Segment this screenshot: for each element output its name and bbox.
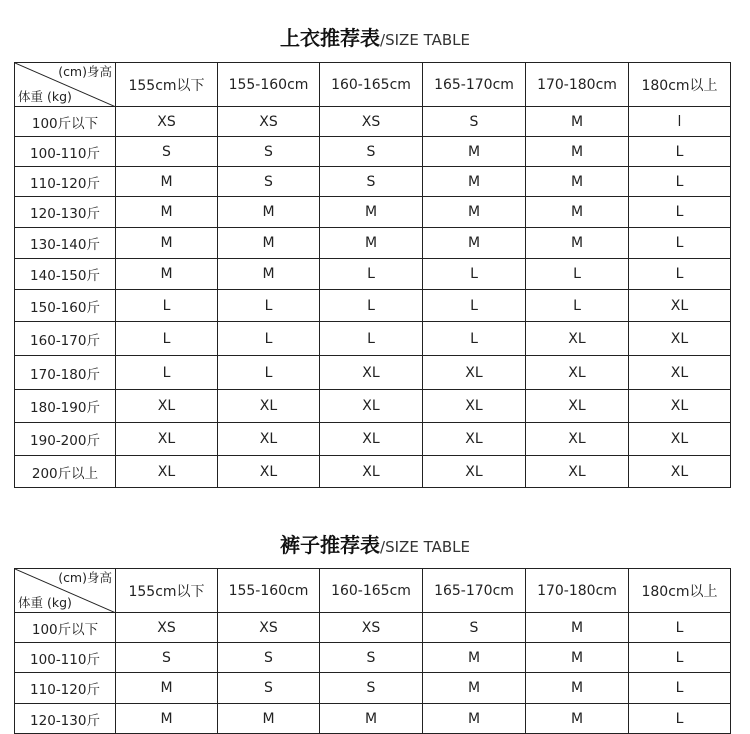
size-cell: L [526, 290, 629, 322]
size-cell: XS [218, 613, 320, 643]
size-cell: S [218, 137, 320, 167]
size-cell: XL [526, 356, 629, 390]
weight-label: 160-170斤 [15, 322, 116, 356]
size-cell: L [629, 137, 731, 167]
table-row [15, 613, 731, 643]
size-cell: S [320, 643, 423, 673]
size-cell: M [423, 673, 526, 704]
weight-label: 120-130斤 [15, 197, 116, 228]
size-cell: L [629, 197, 731, 228]
size-cell: XL [116, 456, 218, 488]
size-cell: L [629, 673, 731, 704]
size-cell: XL [526, 322, 629, 356]
size-cell: XL [320, 423, 423, 456]
size-cell: S [423, 107, 526, 137]
size-cell: L [629, 704, 731, 734]
size-cell: M [320, 228, 423, 259]
size-cell: XL [218, 456, 320, 488]
corner-cell [15, 63, 116, 107]
table-row [15, 228, 731, 259]
size-cell: XL [423, 390, 526, 423]
weight-label: 120-130斤 [15, 704, 116, 734]
size-cell: L [116, 322, 218, 356]
header-row [15, 63, 731, 107]
size-cell: M [116, 197, 218, 228]
size-cell: S [116, 643, 218, 673]
column-header: 180cm以上 [629, 63, 731, 107]
size-cell: S [320, 167, 423, 197]
table-row [15, 107, 731, 137]
size-cell: L [629, 613, 731, 643]
size-cell: M [116, 259, 218, 290]
size-cell: S [116, 137, 218, 167]
size-cell: M [218, 259, 320, 290]
size-cell: M [526, 228, 629, 259]
size-cell: L [320, 290, 423, 322]
column-header: 170-180cm [526, 63, 629, 107]
size-cell: XL [629, 390, 731, 423]
size-cell: M [218, 228, 320, 259]
size-cell: L [218, 290, 320, 322]
size-cell: XL [320, 356, 423, 390]
size-cell: XL [423, 356, 526, 390]
pants-size-table [14, 568, 731, 734]
size-cell: XS [320, 107, 423, 137]
table-row [15, 356, 731, 390]
table-row [15, 704, 731, 734]
header-row [15, 569, 731, 613]
corner-height-label: (cm)身高 [58, 570, 112, 585]
size-cell: L [218, 356, 320, 390]
size-cell: XS [218, 107, 320, 137]
size-cell: XL [423, 423, 526, 456]
size-cell: L [116, 356, 218, 390]
size-cell: XL [526, 456, 629, 488]
column-header: 155cm以下 [116, 63, 218, 107]
size-cell: L [629, 228, 731, 259]
size-cell: S [218, 673, 320, 704]
weight-label: 100斤以下 [15, 613, 116, 643]
column-header: 155-160cm [218, 569, 320, 613]
table-row [15, 259, 731, 290]
weight-label: 140-150斤 [15, 259, 116, 290]
size-cell: M [526, 137, 629, 167]
size-cell: M [116, 673, 218, 704]
size-cell: M [218, 197, 320, 228]
size-cell: XL [629, 322, 731, 356]
weight-label: 110-120斤 [15, 673, 116, 704]
size-cell: M [320, 197, 423, 228]
size-cell: M [423, 137, 526, 167]
size-cell: L [629, 259, 731, 290]
size-cell: XL [629, 356, 731, 390]
column-header: 160-165cm [320, 63, 423, 107]
column-header: 160-165cm [320, 569, 423, 613]
size-cell: XL [116, 423, 218, 456]
table-row [15, 137, 731, 167]
tops-title-en: /SIZE TABLE [380, 31, 470, 49]
size-cell: M [423, 643, 526, 673]
size-cell: l [629, 107, 731, 137]
size-cell: XS [320, 613, 423, 643]
weight-label: 200斤以上 [15, 456, 116, 488]
size-cell: S [320, 673, 423, 704]
size-cell: M [423, 228, 526, 259]
size-cell: M [526, 197, 629, 228]
size-cell: S [218, 167, 320, 197]
size-cell: L [320, 259, 423, 290]
size-cell: M [526, 673, 629, 704]
size-cell: M [116, 704, 218, 734]
size-cell: L [116, 290, 218, 322]
table-row [15, 643, 731, 673]
size-cell: M [526, 704, 629, 734]
size-cell: M [526, 613, 629, 643]
size-cell: XL [629, 456, 731, 488]
size-cell: M [423, 704, 526, 734]
size-cell: L [423, 322, 526, 356]
table-row [15, 290, 731, 322]
weight-label: 170-180斤 [15, 356, 116, 390]
size-cell: S [423, 613, 526, 643]
size-cell: M [526, 643, 629, 673]
column-header: 180cm以上 [629, 569, 731, 613]
weight-label: 100-110斤 [15, 643, 116, 673]
tops-title [0, 22, 750, 51]
size-cell: S [218, 643, 320, 673]
size-cell: M [320, 704, 423, 734]
size-cell: XL [423, 456, 526, 488]
size-cell: M [116, 228, 218, 259]
table-row [15, 456, 731, 488]
size-cell: L [526, 259, 629, 290]
size-cell: XL [629, 290, 731, 322]
size-cell: L [423, 259, 526, 290]
size-cell: L [320, 322, 423, 356]
column-header: 165-170cm [423, 63, 526, 107]
weight-label: 150-160斤 [15, 290, 116, 322]
weight-label: 100斤以下 [15, 107, 116, 137]
table-row [15, 390, 731, 423]
size-cell: L [218, 322, 320, 356]
column-header: 170-180cm [526, 569, 629, 613]
size-cell: XL [218, 390, 320, 423]
column-header: 165-170cm [423, 569, 526, 613]
weight-label: 180-190斤 [15, 390, 116, 423]
weight-label: 190-200斤 [15, 423, 116, 456]
weight-label: 100-110斤 [15, 137, 116, 167]
size-cell: M [423, 167, 526, 197]
size-cell: XL [320, 456, 423, 488]
table-row [15, 322, 731, 356]
corner-cell [15, 569, 116, 613]
column-header: 155-160cm [218, 63, 320, 107]
pants-title-cn: 裤子推荐表 [280, 533, 381, 557]
table-row [15, 423, 731, 456]
table-row [15, 673, 731, 704]
weight-label: 110-120斤 [15, 167, 116, 197]
table-row [15, 197, 731, 228]
size-cell: L [629, 643, 731, 673]
size-cell: M [526, 107, 629, 137]
size-cell: XS [116, 613, 218, 643]
corner-weight-label: 体重 (kg) [18, 89, 72, 104]
weight-label: 130-140斤 [15, 228, 116, 259]
size-cell: S [320, 137, 423, 167]
size-cell: XS [116, 107, 218, 137]
size-cell: XL [526, 423, 629, 456]
size-cell: XL [320, 390, 423, 423]
size-cell: L [629, 167, 731, 197]
table-row [15, 167, 731, 197]
pants-title-en: /SIZE TABLE [380, 538, 470, 556]
tops-size-table [14, 62, 731, 488]
size-cell: M [116, 167, 218, 197]
corner-height-label: (cm)身高 [58, 64, 112, 79]
size-cell: XL [629, 423, 731, 456]
size-cell: L [423, 290, 526, 322]
size-cell: M [218, 704, 320, 734]
tops-title-cn: 上衣推荐表 [280, 26, 381, 50]
corner-weight-label: 体重 (kg) [18, 595, 72, 610]
size-cell: XL [526, 390, 629, 423]
column-header: 155cm以下 [116, 569, 218, 613]
pants-title [0, 529, 750, 558]
size-cell: XL [116, 390, 218, 423]
size-cell: M [423, 197, 526, 228]
size-cell: M [526, 167, 629, 197]
size-cell: XL [218, 423, 320, 456]
